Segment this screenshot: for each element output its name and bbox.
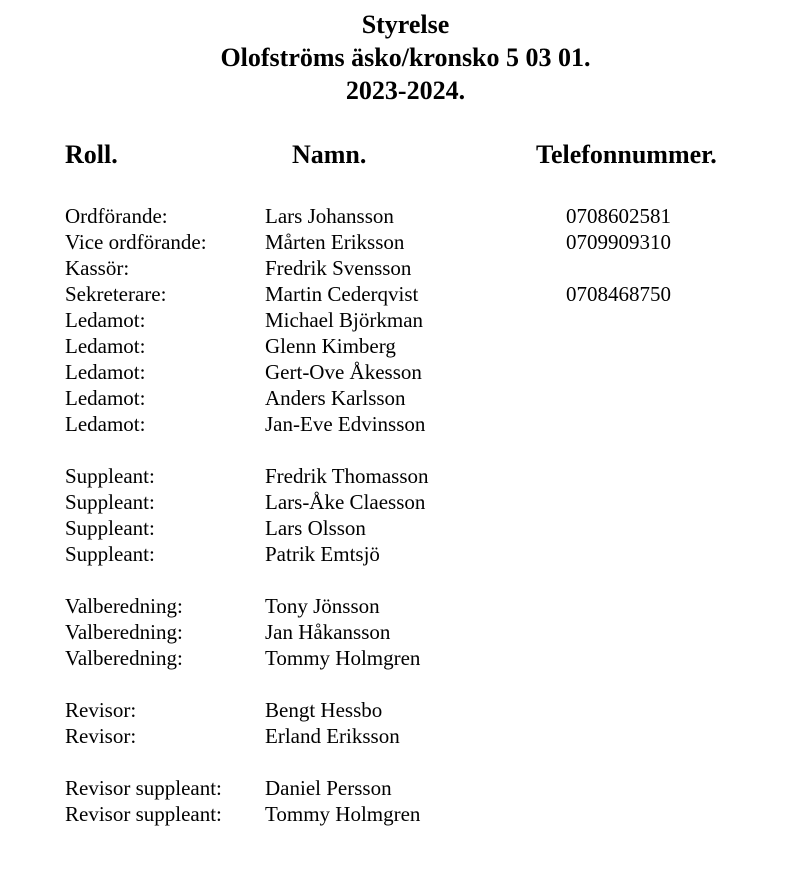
- table-row: [0, 333, 787, 359]
- table-row: [0, 645, 787, 671]
- table-row: [0, 593, 787, 619]
- member-role: Ordförande:: [65, 204, 168, 228]
- member-role: Suppleant:: [65, 516, 155, 540]
- member-phone: 0708468750: [566, 282, 671, 306]
- member-phone: 0708602581: [566, 204, 671, 228]
- period: 2023-2024.: [345, 76, 466, 105]
- member-role: Ledamot:: [65, 386, 146, 410]
- club-name: Olofströms äsko/kronsko 5 03 01.: [220, 43, 591, 72]
- member-role: Vice ordförande:: [65, 230, 207, 254]
- member-name: Lars Olsson: [265, 516, 366, 540]
- member-role: Revisor suppleant:: [65, 776, 222, 800]
- member-name: Patrik Emtsjö: [265, 542, 380, 566]
- table-row: [0, 229, 787, 255]
- member-role: Valberedning:: [65, 594, 183, 618]
- member-name: Jan-Eve Edvinsson: [265, 412, 426, 436]
- table-row: [0, 775, 787, 801]
- member-role: Revisor:: [65, 724, 137, 748]
- member-role: Suppleant:: [65, 464, 155, 488]
- member-name: Lars-Åke Claesson: [265, 490, 426, 514]
- member-role: Ledamot:: [65, 334, 146, 358]
- table-row: [0, 697, 787, 723]
- table-row: [0, 385, 787, 411]
- table-row: [0, 489, 787, 515]
- table-row: [0, 203, 787, 229]
- member-name: Lars Johansson: [265, 204, 394, 228]
- table-row: [0, 255, 787, 281]
- table-row: [0, 411, 787, 437]
- column-header-phone: Telefonnummer.: [536, 140, 717, 169]
- table-row: [0, 541, 787, 567]
- member-name: Fredrik Thomasson: [265, 464, 429, 488]
- member-name: Tony Jönsson: [265, 594, 380, 618]
- member-role: Suppleant:: [65, 490, 155, 514]
- member-name: Mårten Eriksson: [265, 230, 405, 254]
- member-role: Suppleant:: [65, 542, 155, 566]
- member-role: Kassör:: [65, 256, 130, 280]
- member-role: Valberedning:: [65, 620, 183, 644]
- member-name: Martin Cederqvist: [265, 282, 419, 306]
- member-name: Erland Eriksson: [265, 724, 400, 748]
- table-row: [0, 463, 787, 489]
- member-name: Gert-Ove Åkesson: [265, 360, 422, 384]
- member-name: Tommy Holmgren: [265, 646, 421, 670]
- table-row: [0, 359, 787, 385]
- member-role: Revisor:: [65, 698, 137, 722]
- table-row: [0, 515, 787, 541]
- member-name: Michael Björkman: [265, 308, 424, 332]
- board-member-list: [0, 203, 787, 827]
- member-name: Jan Håkansson: [265, 620, 391, 644]
- member-name: Fredrik Svensson: [265, 256, 412, 280]
- column-header-name: Namn.: [292, 140, 367, 169]
- table-row: [0, 281, 787, 307]
- member-role: Ledamot:: [65, 360, 146, 384]
- member-role: Ledamot:: [65, 412, 146, 436]
- member-role: Revisor suppleant:: [65, 802, 222, 826]
- member-name: Anders Karlsson: [265, 386, 406, 410]
- member-role: Valberedning:: [65, 646, 183, 670]
- table-row: [0, 619, 787, 645]
- member-name: Bengt Hessbo: [265, 698, 383, 722]
- member-name: Daniel Persson: [265, 776, 392, 800]
- column-header-role: Roll.: [65, 140, 118, 169]
- document-title: Styrelse: [361, 10, 450, 39]
- member-role: Ledamot:: [65, 308, 146, 332]
- member-name: Tommy Holmgren: [265, 802, 421, 826]
- table-row: [0, 723, 787, 749]
- member-name: Glenn Kimberg: [265, 334, 396, 358]
- document-header: [0, 8, 787, 107]
- member-phone: 0709909310: [566, 230, 671, 254]
- member-role: Sekreterare:: [65, 282, 167, 306]
- table-row: [0, 307, 787, 333]
- table-row: [0, 801, 787, 827]
